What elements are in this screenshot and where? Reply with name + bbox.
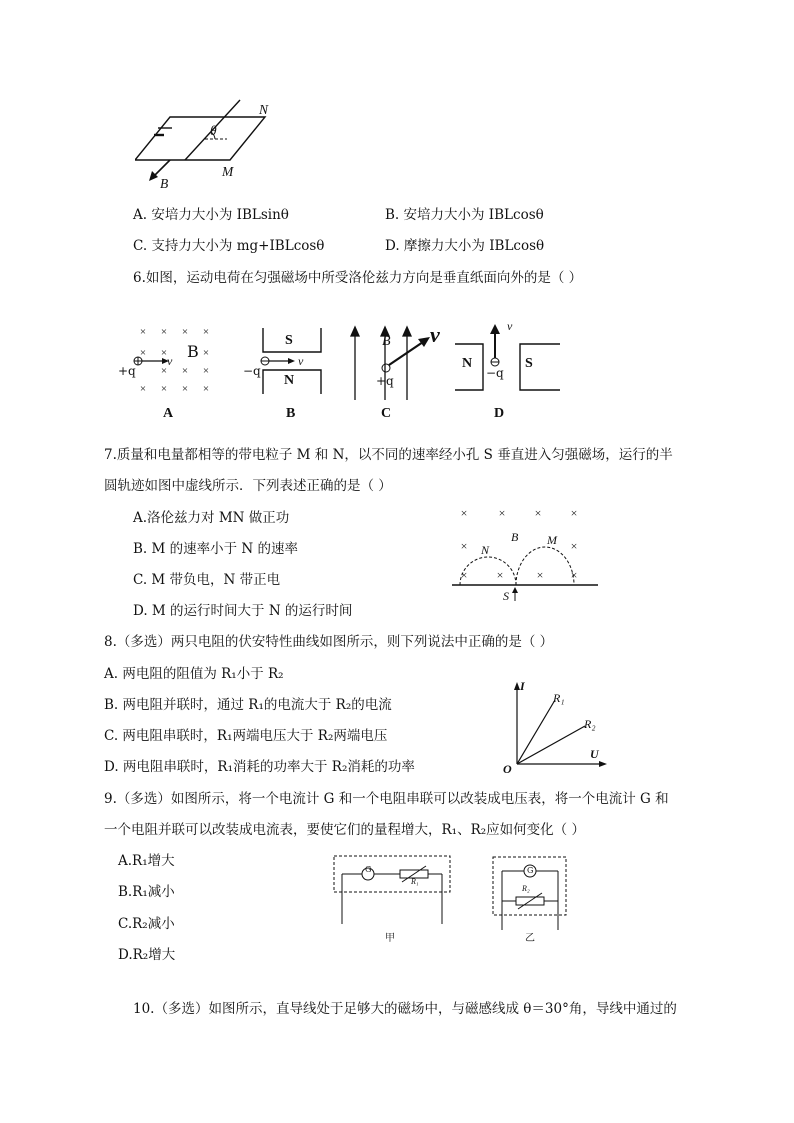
svg-text:×: × [460,539,468,553]
q6-fig-label-d: D [494,406,505,421]
q7-fig-b: B [511,530,519,544]
svg-text:×: × [160,365,168,377]
q9-option-d: D.R₂增大 [118,947,176,963]
q9-stem-line1: 9.（多选）如图所示，将一个电流计 G 和一个电阻串联可以改装成电压表，将一个电流计 G 和 [104,791,669,807]
svg-text:×: × [160,347,168,359]
q6-fig-c-charge: +q [376,374,394,388]
svg-text:×: × [160,326,168,338]
q6-fig-b-s-pole: S [285,333,293,348]
q7-option-a: A.洛伦兹力对 MN 做正功 [133,510,290,526]
svg-text:×: × [181,383,189,395]
svg-text:×: × [570,568,578,582]
q6-fig-b-v: v [298,354,304,368]
svg-text:×: × [139,326,147,338]
svg-text:×: × [496,568,504,582]
q9-label-yi: 乙 [525,933,535,944]
q9-stem-line2: 一个电阻并联可以改装成电流表，要使它们的量程增大，R₁、R₂应如何变化（ ） [104,822,585,838]
q9-yi-g: G [527,866,534,875]
fig5-m-label: M [222,164,234,179]
q6-fig-c-b: B [382,334,391,349]
q10-stem-line1: 10.（多选）如图所示，直导线处于足够大的磁场中，与磁感线成 θ＝30°角，导线中通过的 [133,1001,677,1017]
q9-yi-r2: R₂ [522,884,530,893]
svg-text:×: × [498,506,506,520]
q7-stem-line1: 7.质量和电量都相等的带电粒子 M 和 N，以不同的速率经小孔 S 垂直进入匀强磁场，运行的半 [104,447,673,463]
q6-fig-b-charge: −q [243,364,261,378]
q8-line-r2: R₂ [584,717,596,731]
q6-fig-d-v: v [507,319,513,333]
svg-text:×: × [460,568,468,582]
q9-jia-r1: R₁ [411,877,419,886]
q6-fig-d-n-pole: N [462,356,473,371]
q6-figure-b [255,328,335,400]
svg-text:×: × [160,383,168,395]
svg-text:×: × [139,347,147,359]
q9-jia-g: G [365,865,372,874]
q7-fig-m: M [547,533,557,547]
svg-text:×: × [570,539,578,553]
svg-text:×: × [139,383,147,395]
svg-text:×: × [181,326,189,338]
q5-option-d: D. 摩擦力大小为 IBLcosθ [385,238,545,254]
q6-stem: 6.如图，运动电荷在匀强磁场中所受洛伦兹力方向是垂直纸面向外的是（ ） [133,270,583,286]
q7-figure [450,505,600,605]
svg-text:×: × [202,347,210,359]
q9-option-c: C.R₂减小 [118,916,175,932]
svg-text:×: × [202,365,210,377]
q8-option-d: D. 两电阻串联时，R₁消耗的功率大于 R₂消耗的功率 [104,759,415,775]
q5-option-a: A. 安培力大小为 IBLsinθ [133,207,289,223]
q9-circuit-jia [330,852,455,924]
q9-label-jia: 甲 [385,933,395,944]
q6-fig-c-v: v [430,322,440,347]
svg-text:×: × [536,568,544,582]
svg-text:×: × [202,326,210,338]
fig5-b-label: B [160,176,169,191]
fig5-theta-label: θ [210,123,217,138]
q6-fig-label-b: B [286,406,296,421]
q5-option-c: C. 支持力大小为 mg+IBLcosθ [133,238,325,254]
q8-axis-i: I [520,679,525,693]
q9-option-a: A.R₁增大 [118,853,175,869]
q6-fig-label-c: C [381,406,392,421]
svg-text:×: × [181,365,189,377]
q6-fig-label-a: A [163,406,174,421]
q6-fig-a-b: B [187,342,199,361]
q8-option-a: A. 两电阻的阻值为 R₁小于 R₂ [104,666,284,682]
fig5-n-label: N [259,102,269,117]
q7-option-d: D. M 的运行时间大于 N 的运行时间 [133,603,353,619]
q6-fig-d-s-pole: S [525,356,533,371]
q6-fig-a-v: v [167,354,173,368]
q8-line-r1: R₁ [553,691,565,705]
q8-axis-u: U [590,747,599,761]
q7-option-b: B. M 的速率小于 N 的速率 [133,541,299,557]
q8-option-b: B. 两电阻并联时，通过 R₁的电流大于 R₂的电流 [104,697,392,713]
q7-option-c: C. M 带负电，N 带正电 [133,572,281,588]
svg-text:×: × [202,383,210,395]
q7-fig-n: N [481,543,490,557]
q6-fig-d-charge: −q [486,366,504,380]
svg-text:×: × [534,506,542,520]
q5-option-b: B. 安培力大小为 IBLcosθ [385,207,544,223]
q7-fig-s: S [503,589,509,603]
svg-text:×: × [460,506,468,520]
q7-stem-line2: 圆轨迹如图中虚线所示．下列表述正确的是（ ） [104,478,392,494]
q9-option-b: B.R₁减小 [118,884,175,900]
q6-fig-b-n-pole: N [284,373,295,388]
q8-stem: 8.（多选）两只电阻的伏安特性曲线如图所示，则下列说法中正确的是（ ） [104,634,554,650]
q8-origin-o: O [503,762,512,776]
q8-option-c: C. 两电阻串联时，R₁两端电压大于 R₂两端电压 [104,728,388,744]
q6-fig-a-charge: +q [118,364,136,378]
svg-text:×: × [570,506,578,520]
